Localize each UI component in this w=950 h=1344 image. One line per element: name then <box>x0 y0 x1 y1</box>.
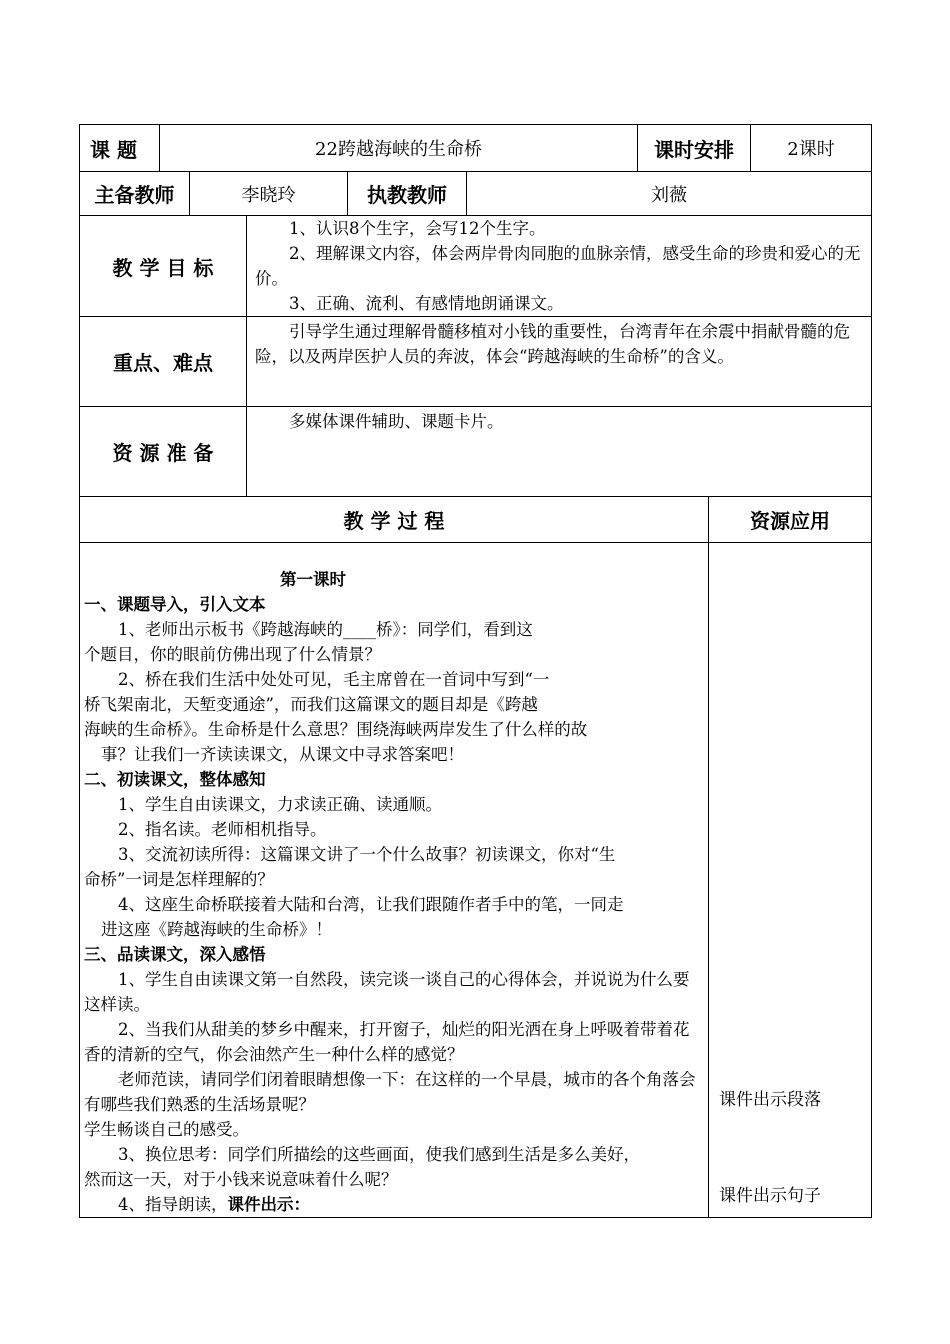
s2-paragraph-4b: 进这座《跨越海峡的生命桥》！ <box>101 920 332 939</box>
s2-paragraph-4a: 4、这座生命桥联接着大陆和台湾，让我们跟随作者手中的笔，一同走 <box>118 895 624 914</box>
teaching-teacher-label: 执教教师 <box>348 172 467 216</box>
section-1-title: 一、课题导入，引入文本 <box>84 595 266 614</box>
info-table <box>79 215 872 497</box>
s1-paragraph-1b: 个题目，你的眼前仿佛出现了什么情景？ <box>84 645 381 664</box>
key-points-content <box>247 317 872 407</box>
key-points-text: 引导学生通过理解骨髓移植对小钱的重要性，台湾青年在余震中捐献骨髓的危险，以及两岸医护人员的奔波，体会“跨越海峡的生命桥”的含义。 <box>255 322 850 366</box>
s3-paragraph-5-prefix: 4、指导朗读， <box>118 1195 228 1214</box>
topic-label: 课 题 <box>80 125 160 172</box>
resource-application-title: 资源应用 <box>709 497 872 543</box>
process-content <box>80 543 709 1218</box>
s3-paragraph-1: 1、学生自由读课文第一自然段，读完谈一谈自己的心得体会，并说说为什么要这样读。 <box>84 970 690 1014</box>
key-points-label: 重点、难点 <box>80 317 247 407</box>
s3-paragraph-5-bold: 课件出示： <box>227 1195 310 1214</box>
lead-teacher-label: 主备教师 <box>80 172 190 216</box>
resources-text: 多媒体课件辅助、课题卡片。 <box>289 412 504 431</box>
s1-paragraph-2d: 事？让我们一齐读读课文，从课文中寻求答案吧！ <box>101 745 464 764</box>
resources-label: 资 源 准 备 <box>80 407 247 497</box>
section-3-title: 三、品读课文，深入感悟 <box>84 945 266 964</box>
schedule-value: 2课时 <box>751 125 872 172</box>
s3-paragraph-5 <box>84 1192 704 1217</box>
s3-paragraph-3: 老师范读，请同学们闭着眼睛想像一下：在这样的一个早晨，城市的各个角落会有哪些我们熟悉的生活场景呢？ <box>84 1070 696 1114</box>
s1-paragraph-2c: 海峡的生命桥》。生命桥是什么意思？围绕海峡两岸发生了什么样的故 <box>84 720 588 739</box>
s3-paragraph-2: 2、当我们从甜美的梦乡中醒来，打开窗子，灿烂的阳光洒在身上呼吸着带着花香的清新的空气，你会油然产生一种什么样的感觉？ <box>84 1020 690 1064</box>
schedule-label: 课时安排 <box>638 125 751 172</box>
s2-paragraph-3a: 3、交流初读所得：这篇课文讲了一个什么故事？初读课文，你对“生 <box>118 845 616 864</box>
s3-paragraph-4a: 3、换位思考：同学们所描绘的这些画面，使我们感到生活是多么美好， <box>118 1145 640 1164</box>
goal-line-1: 1、认识8个生字，会写12个生字。 <box>289 219 546 238</box>
resource-note-sentence: 课件出示句子 <box>719 1186 821 1206</box>
process-title: 教 学 过 程 <box>80 497 709 543</box>
s2-paragraph-1: 1、学生自由读课文，力求读正确、读通顺。 <box>118 795 442 814</box>
s3-paragraph-3b: 学生畅谈自己的感受。 <box>84 1120 249 1139</box>
goals-content <box>247 216 872 317</box>
resources-content <box>247 407 872 497</box>
resource-note-paragraph: 课件出示段落 <box>719 1090 821 1110</box>
s2-paragraph-3b: 命桥”一词是怎样理解的？ <box>84 870 274 889</box>
resource-application-column <box>709 543 872 1218</box>
s1-paragraph-2a: 2、桥在我们生活中处处可见，毛主席曾在一首词中写到“一 <box>118 670 550 689</box>
goal-line-3: 3、正确、流利、有感情地朗诵课文。 <box>289 294 564 313</box>
lesson-plan-sheet <box>79 124 871 1218</box>
goal-line-2: 2、理解课文内容，体会两岸骨肉同胞的血脉亲情，感受生命的珍贵和爱心的无价。 <box>255 244 861 288</box>
lesson-title: 第一课时 <box>280 570 346 589</box>
goals-label: 教 学 目 标 <box>80 216 247 317</box>
s1-paragraph-2b: 桥飞架南北，天堑变通途”，而我们这篇课文的题目却是《跨越 <box>84 695 538 714</box>
s3-paragraph-4b: 然而这一天，对于小钱来说意味着什么呢？ <box>84 1170 398 1189</box>
teaching-teacher-value: 刘薇 <box>467 172 872 216</box>
topic-value: 22跨越海峡的生命桥 <box>160 125 638 172</box>
section-2-title: 二、初读课文，整体感知 <box>84 770 266 789</box>
process-table <box>79 496 872 1218</box>
s1-paragraph-1a: 1、老师出示板书《跨越海峡的____桥》：同学们，看到这 <box>118 620 533 639</box>
lead-teacher-value: 李晓玲 <box>190 172 348 216</box>
header-table <box>79 124 872 172</box>
s2-paragraph-2: 2、指名读。老师相机指导。 <box>118 820 327 839</box>
teacher-table <box>79 171 872 216</box>
